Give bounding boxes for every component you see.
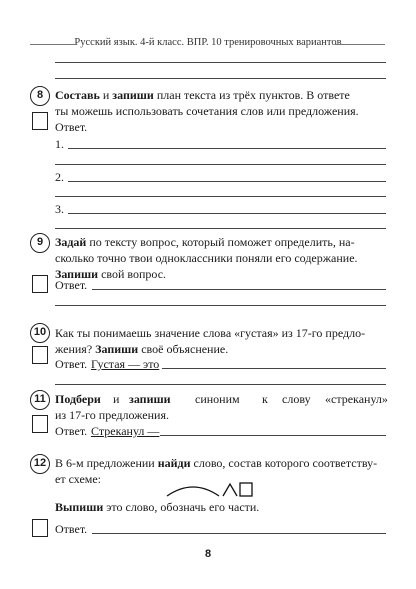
task-9-line-2: сколько точно твои одноклассники поняли его содержание. bbox=[55, 251, 358, 265]
task-11-answer-prefix: Стреканул — bbox=[91, 424, 160, 438]
score-box-12 bbox=[32, 519, 48, 537]
header-rule-right bbox=[335, 44, 385, 45]
task-11-answer-label: Ответ. bbox=[55, 424, 88, 438]
task-number-10: 10 bbox=[30, 323, 50, 343]
task-11-line-2: из 17-го предложения. bbox=[55, 408, 169, 422]
task-11-word-4: «стреканул» bbox=[325, 392, 388, 406]
task-10-answer-label: Ответ. bbox=[55, 357, 88, 371]
task-10-answer-prefix: Густая — это bbox=[91, 357, 160, 371]
task-11-word-2: к bbox=[262, 392, 268, 406]
task-8-item-3-line[interactable] bbox=[68, 213, 386, 214]
task-8-text bbox=[55, 87, 387, 119]
task-8-item-3-line-2[interactable] bbox=[55, 228, 386, 229]
task-9-text bbox=[55, 234, 387, 282]
task-10-line-1: Как ты понимаешь значение слова «густая» из 17-го предло- bbox=[55, 326, 366, 340]
answer-line bbox=[55, 62, 386, 63]
task-9-line-1: по тексту вопрос, который поможет определить, на- bbox=[86, 235, 355, 249]
task-8-answer-label: Ответ. bbox=[55, 120, 88, 134]
task-12-line-3-text: это слово, обозначь его части. bbox=[103, 500, 260, 514]
task-8-item-2-line-2[interactable] bbox=[55, 196, 386, 197]
task-8-item-1-line-2[interactable] bbox=[55, 164, 386, 165]
task-10-line-2a: жения? bbox=[55, 342, 96, 356]
task-number-9: 9 bbox=[30, 233, 50, 253]
task-10-answer-line-2[interactable] bbox=[55, 384, 386, 385]
task-8-item-1-line[interactable] bbox=[68, 148, 386, 149]
score-box-11 bbox=[32, 415, 48, 433]
task-9-answer-line[interactable] bbox=[92, 289, 386, 290]
task-8-and: и bbox=[99, 88, 113, 102]
word-structure-scheme bbox=[165, 476, 255, 500]
task-11-bold-1: Подбери bbox=[55, 392, 101, 406]
root-arc bbox=[167, 487, 219, 496]
task-8-item-1: 1. bbox=[55, 137, 64, 151]
score-box-9 bbox=[32, 275, 48, 293]
task-11-bold-2: запиши bbox=[129, 392, 171, 406]
task-11-and: и bbox=[113, 392, 120, 406]
task-12-answer-label: Ответ. bbox=[55, 522, 88, 536]
task-8-line-2: ты можешь использовать сочетания слов или предложения. bbox=[55, 104, 359, 118]
task-10-bold: Запиши bbox=[95, 342, 139, 356]
task-12-line-2: ет схеме: bbox=[55, 472, 102, 486]
task-9-bold-1: Задай bbox=[55, 235, 87, 249]
task-number-11: 11 bbox=[30, 390, 50, 410]
task-9-bold-2: Запиши bbox=[55, 267, 99, 281]
task-12-answer-line[interactable] bbox=[92, 533, 386, 534]
suffix-mark bbox=[223, 484, 237, 496]
task-10-text bbox=[55, 325, 387, 357]
task-9-answer-label: Ответ. bbox=[55, 278, 88, 292]
task-12-line-1b: слово, состав которого соответству- bbox=[190, 456, 378, 470]
task-number-12: 12 bbox=[30, 454, 50, 474]
page-number: 8 bbox=[204, 548, 212, 560]
task-9-answer-line-2[interactable] bbox=[55, 305, 386, 306]
task-9-line-3: свой вопрос. bbox=[98, 267, 167, 281]
task-8-item-3: 3. bbox=[55, 202, 64, 216]
header-rule-left bbox=[30, 44, 76, 45]
task-10-line-2b: своё объяснение. bbox=[138, 342, 229, 356]
task-12-line-1a: В 6-м предложении bbox=[55, 456, 158, 470]
ending-square bbox=[240, 483, 252, 496]
task-number-8: 8 bbox=[30, 86, 50, 106]
page-header: Русский язык. 4-й класс. ВПР. 10 тренировочных вариантов bbox=[74, 37, 342, 48]
task-8-item-2: 2. bbox=[55, 170, 64, 184]
score-box-8 bbox=[32, 112, 48, 130]
answer-line bbox=[55, 78, 386, 79]
score-box-10 bbox=[32, 346, 48, 364]
task-8-item-2-line[interactable] bbox=[68, 181, 386, 182]
task-8-bold-2: запиши bbox=[112, 88, 154, 102]
task-8-line-1: план текста из трёх пунктов. В ответе bbox=[153, 88, 350, 102]
task-12-line-3 bbox=[55, 499, 259, 515]
task-11-word-1: синоним bbox=[195, 392, 240, 406]
task-8-bold-1: Составь bbox=[55, 88, 100, 102]
task-12-bold: найди bbox=[157, 456, 191, 470]
task-11-answer-line[interactable] bbox=[160, 435, 386, 436]
task-11-word-3: слову bbox=[282, 392, 311, 406]
task-10-answer-line[interactable] bbox=[162, 368, 386, 369]
task-12-bold-2: Выпиши bbox=[55, 500, 104, 514]
